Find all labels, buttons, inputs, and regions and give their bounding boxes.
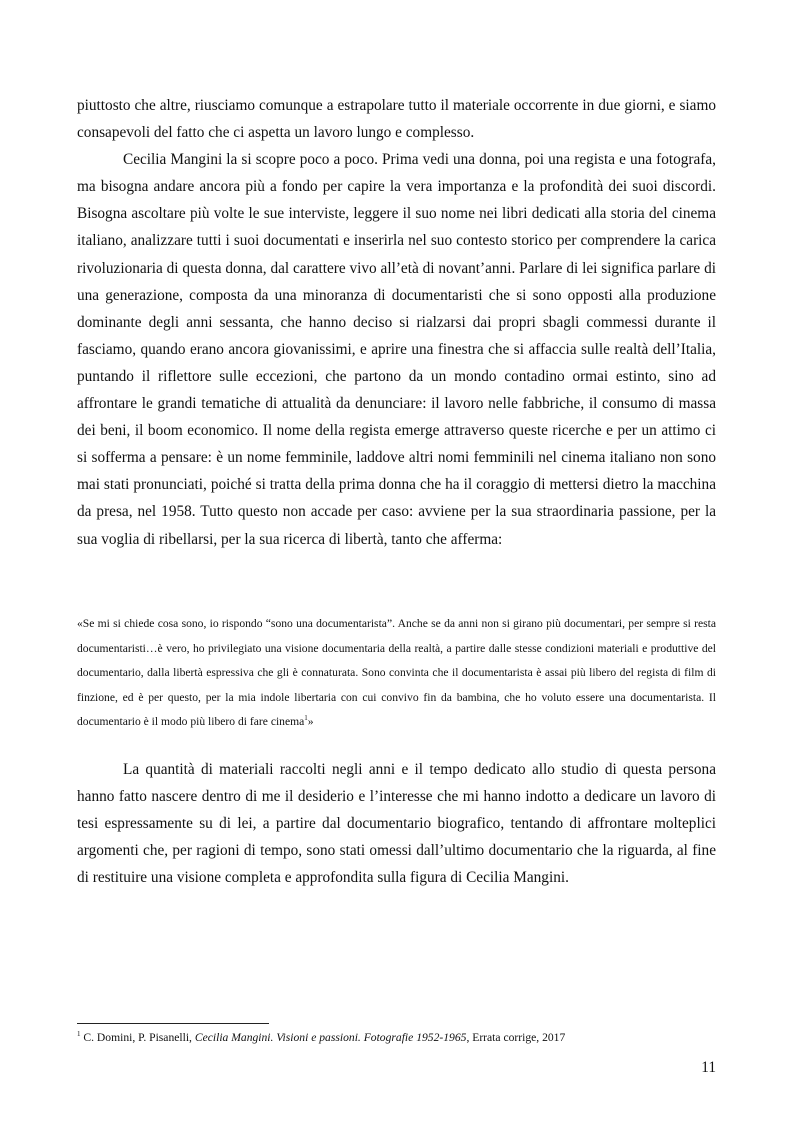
footnote-authors: C. Domini, P. Pisanelli,	[83, 1031, 195, 1044]
paragraph-continuation: piuttosto che altre, riusciamo comunque a estrapolare tutto il materiale occorrente in due giorni, e siamo consapevoli del fatto che ci aspetta un lavoro lungo e complesso.	[77, 97, 716, 142]
paragraph-conclusion: La quantità di materiali raccolti negli anni e il tempo dedicato allo studio di questa persona hanno fatto nascere dentro di me il desiderio e l’interesse che mi hanno indotto a dedicare un lavoro di tesi espressamente su di lei, a partire dal documentario biografico, tentando di affrontare molteplici argomenti che, per ragioni di tempo, sono stati omessi dall’ultimo documentario che la riguarda, al fine di restituire una visione completa e approfondita sulla figura di Cecilia Mangini.	[77, 761, 716, 887]
page-number: 11	[701, 1059, 716, 1076]
paragraph-cecilia-mangini: Cecilia Mangini la si scopre poco a poco. Prima vedi una donna, poi una regista e una fotografa, ma bisogna andare ancora più a fondo per capire la vera importanza e la profondità dei suoi discordi. Bisogna ascoltare più volte le sue interviste, leggere il suo nome nei libri dedicati alla storia del cinema italiano, analizzare tutti i suoi documentati e inserirla nel suo contesto storico per comprendere la carica rivoluzionaria di questa donna, dal carattere vivo all’età di novant’anni. Parlare di lei significa parlare di una generazione, composta da una minoranza di documentaristi che si sono opposti alla produzione dominante degli anni sessanta, che hanno deciso si rialzarsi dai propri sbagli commessi durante il fasciamo, quando erano ancora giovanissimi, e aprire una finestra che si affaccia sulle realtà dell’Italia, puntando il riflettore sulle eccezioni, che partono da un mondo contadino ormai estinto, sino ad affrontare le grandi tematiche di attualità da denunciare: il lavoro nelle fabbriche, il consumo di massa dei beni, il boom economico. Il nome della regista emerge attraverso queste ricerche e per un attimo ci si sofferma a pensare: è un nome femminile, laddove altri nomi femminili nel cinema italiano non sono mai stati pronunciati, poiché si tratta della prima donna che ha il coraggio di mettersi dietro la macchina da presa, nel 1958. Tutto questo non accade per caso: avviene per la sua straordinaria passione, per la sua voglia di ribellarsi, per la sua ricerca di libertà, tanto che afferma:	[77, 151, 716, 548]
quote-text: «Se mi si chiede cosa sono, io rispondo “sono una documentarista”. Anche se da anni non si girano più documentari, per sempre si resta documentaristi…è vero, ho privilegiato una visione documentaria della realtà, a partire dalle stesse condizioni materiali e produttive del documentario, dalla libertà espressiva che gli è connaturata. Sono convinta che il documentarista è assai più libero del regista di film di finzione, ed è per questo, per la mia indole libertaria con cui convivo fin da bambina, che ho voluto essere una documentarista. Il documentario è il modo più libero di fare cinema	[77, 617, 716, 729]
footnote-publisher: , Errata corrige, 2017	[466, 1031, 566, 1044]
footnote-title: Cecilia Mangini. Visioni e passioni. Fotografie 1952-1965	[194, 1031, 467, 1044]
footnote-separator	[77, 1023, 269, 1024]
footnote-reference: 1	[304, 714, 308, 723]
footnote	[77, 1030, 716, 1046]
block-quote	[77, 612, 716, 735]
main-text	[77, 92, 716, 553]
quote-close: »	[307, 715, 314, 729]
footnote-number: 1	[77, 1030, 81, 1039]
